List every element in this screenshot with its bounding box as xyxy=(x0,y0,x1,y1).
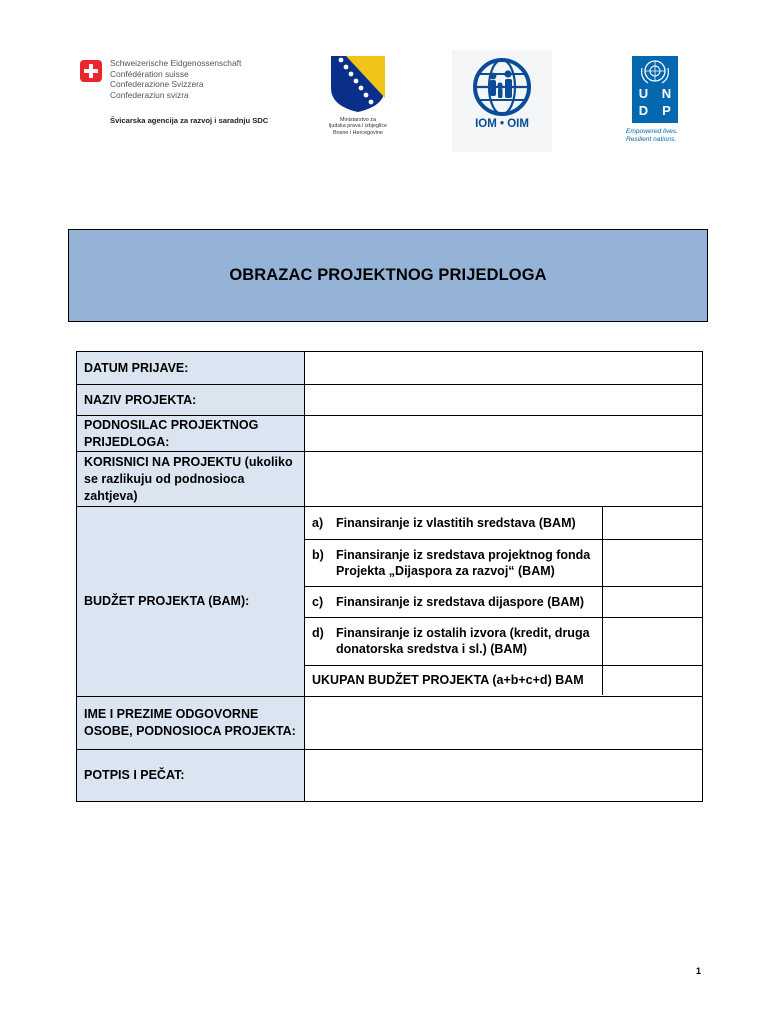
budzet-amount-b[interactable] xyxy=(602,539,703,586)
bih-caption-line: Ministarstvo za xyxy=(340,117,376,123)
sdc-line: Confederazione Svizzera xyxy=(110,79,204,90)
budzet-item-letter: b) xyxy=(312,547,324,562)
budzet-row-b xyxy=(305,539,703,586)
odgovorna-osoba-label: IME I PREZIME ODGOVORNE OSOBE, PODNOSIOCA PROJEKTA: xyxy=(77,697,305,750)
budzet-total-label: UKUPAN BUDŽET PROJEKTA (a+b+c+d) BAM xyxy=(305,665,602,695)
swiss-flag-icon xyxy=(80,60,102,82)
budzet-item-b xyxy=(305,539,602,586)
budzet-item-text: Finansiranje iz vlastitih sredstava (BAM) xyxy=(336,515,576,530)
budzet-table xyxy=(305,507,703,695)
iom-logo xyxy=(452,50,552,152)
bih-caption-line: Bosne i Hercegovine xyxy=(333,129,383,136)
sdc-line: Schweizerische Eidgenossenschaft xyxy=(110,58,242,68)
sdc-agency-name: Švicarska agencija za razvoj i saradnju SDC xyxy=(110,116,269,125)
budzet-row-c xyxy=(305,586,703,617)
naziv-label: NAZIV PROJEKTA: xyxy=(77,385,305,416)
undp-letter: P xyxy=(662,103,671,118)
bih-caption-line: ljudska prava i izbjeglice xyxy=(328,123,388,130)
form-row-podnosilac xyxy=(77,416,703,452)
budzet-item-letter: c) xyxy=(312,594,324,609)
budzet-item-d xyxy=(305,617,602,665)
budzet-item-text: Finansiranje iz sredstava projektnog fonda Projekta „Dijaspora za razvoj“ (BAM) xyxy=(336,547,591,578)
bih-ministry-logo xyxy=(318,54,398,144)
budzet-item-letter: a) xyxy=(312,515,324,530)
undp-letters xyxy=(632,86,678,118)
undp-logo xyxy=(626,56,696,146)
budzet-amount-c[interactable] xyxy=(602,586,703,617)
naziv-field[interactable] xyxy=(305,385,703,416)
form-row-korisnici xyxy=(77,452,703,507)
iom-globe-icon xyxy=(462,56,542,118)
budzet-total-amount[interactable] xyxy=(602,665,703,695)
datum-field[interactable] xyxy=(305,352,703,385)
undp-letter: N xyxy=(661,86,672,101)
sdc-wordmark xyxy=(110,58,241,100)
podnosilac-field[interactable] xyxy=(305,416,703,452)
budzet-amount-a[interactable] xyxy=(602,507,703,539)
budzet-item-text: Finansiranje iz ostalih izvora (kredit, druga donatorska sredstva i sl.) (BAM) xyxy=(336,626,590,656)
budzet-breakdown xyxy=(305,507,703,697)
budzet-row-total xyxy=(305,665,703,695)
budzet-item-c xyxy=(305,586,602,617)
podnosilac-label: PODNOSILAC PROJEKTNOG PRIJEDLOGA: xyxy=(77,416,305,452)
budzet-amount-d[interactable] xyxy=(602,617,703,665)
form-row-budzet xyxy=(77,507,703,697)
undp-tagline xyxy=(626,128,678,145)
form-row-potpis xyxy=(77,750,703,802)
form-row-datum xyxy=(77,352,703,385)
bih-ministry-caption xyxy=(318,117,398,136)
page-number: 1 xyxy=(696,966,702,976)
budzet-row-a xyxy=(305,507,703,539)
form-row-naziv xyxy=(77,385,703,416)
budzet-item-letter: d) xyxy=(312,626,324,640)
undp-letter: U xyxy=(638,86,649,101)
form-row-odgovorna-osoba xyxy=(77,697,703,750)
potpis-label: POTPIS I PEČAT: xyxy=(77,750,305,802)
sdc-line: Confederaziun svizra xyxy=(110,89,189,100)
budzet-item-text: Finansiranje iz sredstava dijaspore (BAM) xyxy=(336,594,584,609)
undp-letter: D xyxy=(638,103,649,118)
title-banner xyxy=(68,229,708,322)
odgovorna-osoba-field[interactable] xyxy=(305,697,703,750)
korisnici-label: KORISNICI NA PROJEKTU (ukoliko se razlikuju od podnosioca zahtjeva) xyxy=(77,452,305,507)
sdc-logo xyxy=(78,58,278,128)
bih-coat-of-arms-icon xyxy=(329,54,387,114)
sdc-line: Confédération suisse xyxy=(110,68,189,79)
budzet-item-a xyxy=(305,507,602,539)
datum-label: DATUM PRIJAVE: xyxy=(77,352,305,385)
iom-wordmark: IOM • OIM xyxy=(475,118,529,130)
budzet-label: BUDŽET PROJEKTA (BAM): xyxy=(77,507,305,697)
potpis-field[interactable] xyxy=(305,750,703,802)
undp-tagline-line: Resilient nations. xyxy=(626,136,677,144)
page-title: OBRAZAC PROJEKTNOG PRIJEDLOGA xyxy=(229,266,547,284)
undp-tagline-line: Empowered lives. xyxy=(626,128,679,135)
project-proposal-form xyxy=(76,351,703,802)
budzet-row-d xyxy=(305,617,703,665)
un-emblem-icon xyxy=(632,58,678,86)
undp-box xyxy=(632,56,678,123)
korisnici-field[interactable] xyxy=(305,452,703,507)
